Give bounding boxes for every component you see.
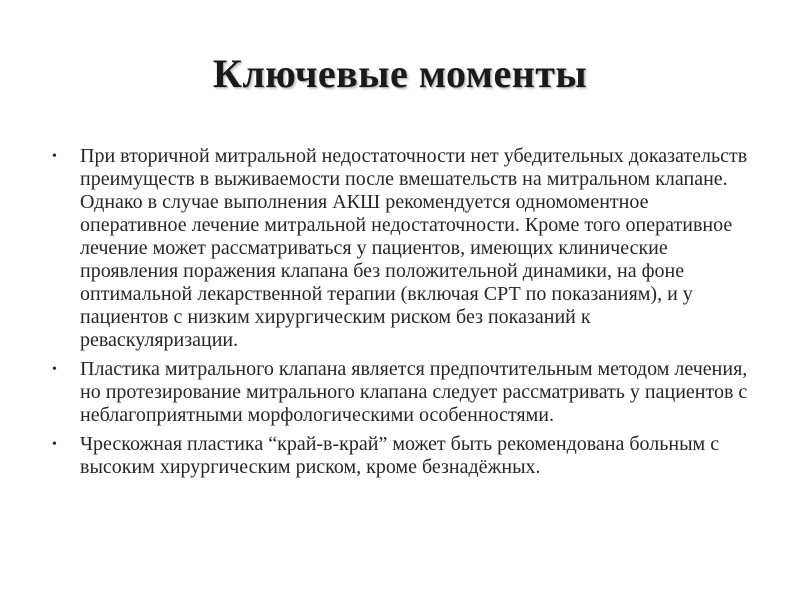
bullet-icon: • [52, 149, 57, 164]
bullet-item [52, 433, 752, 479]
bullet-text: Пластика митрального клапана является предпочтительным методом лечения, но протезирование митрального клапана следует рассматривать у пациентов с неблагоприятными морфологическими особенностями. [80, 358, 748, 426]
bullet-icon: • [52, 437, 57, 452]
bullet-item [52, 145, 752, 352]
bullet-item [52, 358, 752, 427]
slide-title: Ключевые моменты [212, 51, 588, 96]
bullet-text: Чрескожная пластика “край-в-край” может быть рекомендована больным с высоким хирургическим риском, кроме безнадёжных. [80, 433, 720, 478]
bullet-list [52, 145, 752, 485]
bullet-icon: • [52, 362, 57, 377]
bullet-text: При вторичной митральной недостаточности нет убедительных доказательств преимуществ в выживаемости после вмешательств на митральном клапане. Однако в случае выполнения АКШ рекомендуется одномоментное оперативное лечение митральной недостаточности. Кроме того оперативное лечение может рассматриваться у пациентов, имеющих клинические проявления поражения клапана без положительной динамики, на фоне оптимальной лекарственной терапии (включая СРТ по показаниям), и у пациентов с низким хирургическим риском без показаний к реваскуляризации. [80, 145, 748, 351]
